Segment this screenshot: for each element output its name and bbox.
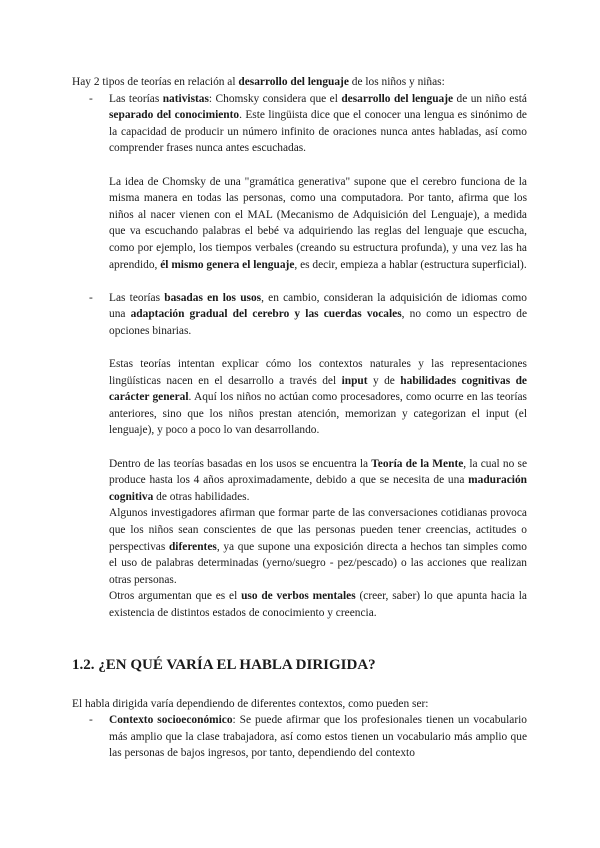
text-run: Otros argumentan que es el: [109, 590, 242, 603]
text-run: . Aquí los niños no actúan como procesadores, como ocurre en las teorías anteriores, sino que los niños prestan atención, memorizan y categorizan el input (el lenguaje), y poco a poco lo van desarrollando.: [109, 391, 527, 437]
usos-paragraph-3: [109, 456, 527, 506]
text-run: La idea de Chomsky de una "gramática generativa" supone que el cerebro funciona de la misma manera en todas las personas, como una computadora. Por tanto, afirma que los niños al nacer vienen con el MAL (Mecanismo de Adquisición del Lenguaje), a medida que va escuchando palabras el bebé va adquiriendo las reglas del lenguaje que escucha, como por ejemplo, los tiempos verbales (creando su estructura profunda), y una vez las ha aprendido,: [109, 175, 527, 271]
intro-text-1: Hay 2 tipos de teorías en relación al: [72, 76, 239, 88]
list-item-nativistas: [72, 91, 527, 274]
text-run: y de: [367, 374, 401, 387]
list-item-contexto: [72, 712, 527, 762]
bold-run: maduración cognitiva: [109, 474, 527, 503]
nativistas-paragraph-2: [109, 174, 527, 274]
bold-run: adaptación gradual del cerebro y las cuerdas vocales: [130, 308, 402, 321]
bold-run: separado del conocimiento: [109, 109, 240, 122]
usos-paragraph-5: [109, 588, 527, 621]
text-run: de otras habilidades.: [153, 490, 250, 503]
section-heading: 1.2. ¿EN QUÉ VARÍA EL HABLA DIRIGIDA?: [72, 656, 376, 673]
section-intro: El habla dirigida varía dependiendo de diferentes contextos, como pueden ser:: [72, 697, 429, 710]
bold-run: uso de verbos mentales: [241, 590, 356, 603]
text-run: : Se puede afirmar que los profesionales tienen un vocabulario más amplio que la clase trabajadora, así como estos tienen un vocabulario más amplio que las personas de bajos ingresos, por tanto, dependiendo del contexto: [109, 714, 527, 760]
usos-paragraph-2: [109, 356, 527, 439]
bold-run: habilidades cognitivas de carácter general: [109, 374, 527, 404]
paragraph-gap: [109, 340, 527, 357]
text-run: , ya que supone una exposición directa a hechos tan simples como el uso de palabras determinadas (yerno/suegro - pez/pescado) o las acciones que realizan otras personas.: [109, 540, 527, 586]
text-run: , no como un espectro de opciones binarias.: [109, 308, 528, 337]
bold-run: diferentes: [168, 540, 217, 553]
bold-run: él mismo genera el lenguaje: [160, 258, 295, 271]
text-run: , es decir, empieza a hablar (estructura superficial).: [294, 258, 527, 271]
bold-run: basadas en los usos: [164, 291, 262, 304]
bold-run: Contexto socioeconómico: [109, 714, 233, 727]
paragraph-gap: [109, 157, 527, 174]
text-run: Las teorías: [109, 92, 163, 105]
document-body: [72, 74, 527, 762]
text-run: : Chomsky considera que el: [208, 92, 342, 105]
text-run: Las teorías: [109, 291, 165, 304]
list-dash: -: [89, 92, 93, 105]
intro-bold-1: desarrollo del lenguaje: [238, 76, 349, 88]
paragraph-gap: [72, 273, 527, 290]
bold-run: nativistas: [162, 92, 209, 105]
bold-run: input: [341, 374, 368, 387]
list-item-usos: [72, 290, 527, 622]
text-run: . Este lingüista dice que el conocer una lengua es sinónimo de la capacidad de producir un número infinito de oraciones nunca antes habladas, así como comprender frases nunca antes escuchadas.: [109, 109, 527, 155]
paragraph-gap: [109, 439, 527, 456]
text-run: Estas teorías intentan explicar cómo los contextos naturales y las representaciones lingüísticas nacen en el desarrollo a través del: [109, 358, 527, 387]
text-run: , en cambio, consideran la adquisición de idiomas como una: [109, 291, 527, 321]
text-run: de un niño está: [453, 92, 527, 105]
intro-text-2: de los niños y niñas:: [348, 76, 445, 88]
nativistas-paragraph-1: [109, 91, 527, 157]
text-run: , la cual no se produce hasta los 4 años aproximadamente, debido a que se necesita de una: [109, 457, 527, 487]
text-run: Algunos investigadores afirman que formar parte de las conversaciones cotidianas provoca que los niños sean conscientes de que las personas pueden tener creencias, actitudes o perspectivas: [109, 507, 527, 553]
usos-paragraph-1: [109, 290, 527, 340]
list-dash: -: [89, 291, 93, 304]
contexto-paragraph: [109, 712, 527, 762]
text-run: Dentro de las teorías basadas en los usos se encuentra la: [109, 457, 372, 470]
usos-paragraph-4: [109, 505, 527, 588]
bold-run: desarrollo del lenguaje: [341, 92, 454, 105]
list-dash: -: [89, 714, 93, 727]
bold-run: Teoría de la Mente: [371, 457, 464, 470]
intro-paragraph: [72, 74, 527, 91]
text-run: (creer, saber) lo que apunta hacia la existencia de distintos estados de conocimiento y creencia.: [109, 590, 527, 619]
